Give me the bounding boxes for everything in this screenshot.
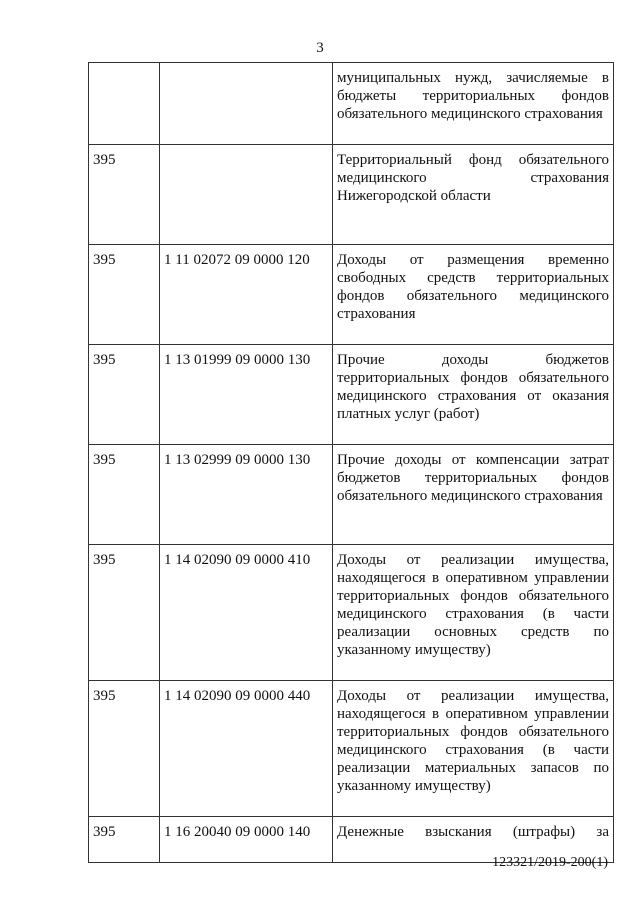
revenue-description: Доходы от реализации имущества, находящегося в оперативном управлении территориальных фондов обязательного медицинского страхования (в части реализации материальных запасов по указанному имуществу) [337, 688, 609, 794]
admin-code: 395 [93, 552, 116, 568]
revenue-description: Доходы от реализации имущества, находящегося в оперативном управлении территориальных фондов обязательного медицинского страхования (в части реализации основных средств по указанному имуществу) [337, 552, 609, 658]
table-row [89, 545, 614, 681]
table-row [89, 63, 614, 145]
budget-code: 1 14 02090 09 0000 440 [164, 688, 311, 704]
budget-code: 1 13 01999 09 0000 130 [164, 352, 311, 368]
budget-code: 1 14 02090 09 0000 410 [164, 552, 311, 568]
revenue-description: Доходы от размещения временно свободных средств территориальных фондов обязательного медицинского страхования [337, 252, 609, 322]
document-registration-number: 123321/2019-200(1) [492, 855, 608, 870]
admin-code: 395 [93, 152, 116, 168]
admin-code: 395 [93, 252, 116, 268]
admin-code [89, 63, 159, 69]
table-row [89, 145, 614, 245]
revenue-description: Денежные взыскания (штрафы) за [337, 824, 609, 840]
admin-code: 395 [93, 688, 116, 704]
admin-code: 395 [93, 824, 116, 840]
revenue-description: Прочие доходы бюджетов территориальных фондов обязательного медицинского страхования от оказания платных услуг (работ) [337, 352, 609, 422]
budget-code: 1 11 02072 09 0000 120 [164, 252, 310, 268]
table-row [89, 345, 614, 445]
admin-code: 395 [93, 452, 116, 468]
table-row [89, 245, 614, 345]
revenue-codes-table [88, 62, 614, 863]
budget-code: 1 16 20040 09 0000 140 [164, 824, 311, 840]
budget-code [160, 145, 332, 151]
table-row [89, 445, 614, 545]
page-number: 3 [316, 40, 324, 56]
budget-code: 1 13 02999 09 0000 130 [164, 452, 311, 468]
table-row [89, 681, 614, 817]
admin-code: 395 [93, 352, 116, 368]
revenue-description: Прочие доходы от компенсации затрат бюджетов территориальных фондов обязательного медицинского страхования [337, 452, 609, 504]
revenue-description: Территориальный фонд обязательного медицинского страхования Нижегородской области [337, 152, 609, 204]
budget-code [160, 63, 332, 69]
revenue-description: муниципальных нужд, зачисляемые в бюджеты территориальных фондов обязательного медицинского страхования [337, 70, 609, 122]
